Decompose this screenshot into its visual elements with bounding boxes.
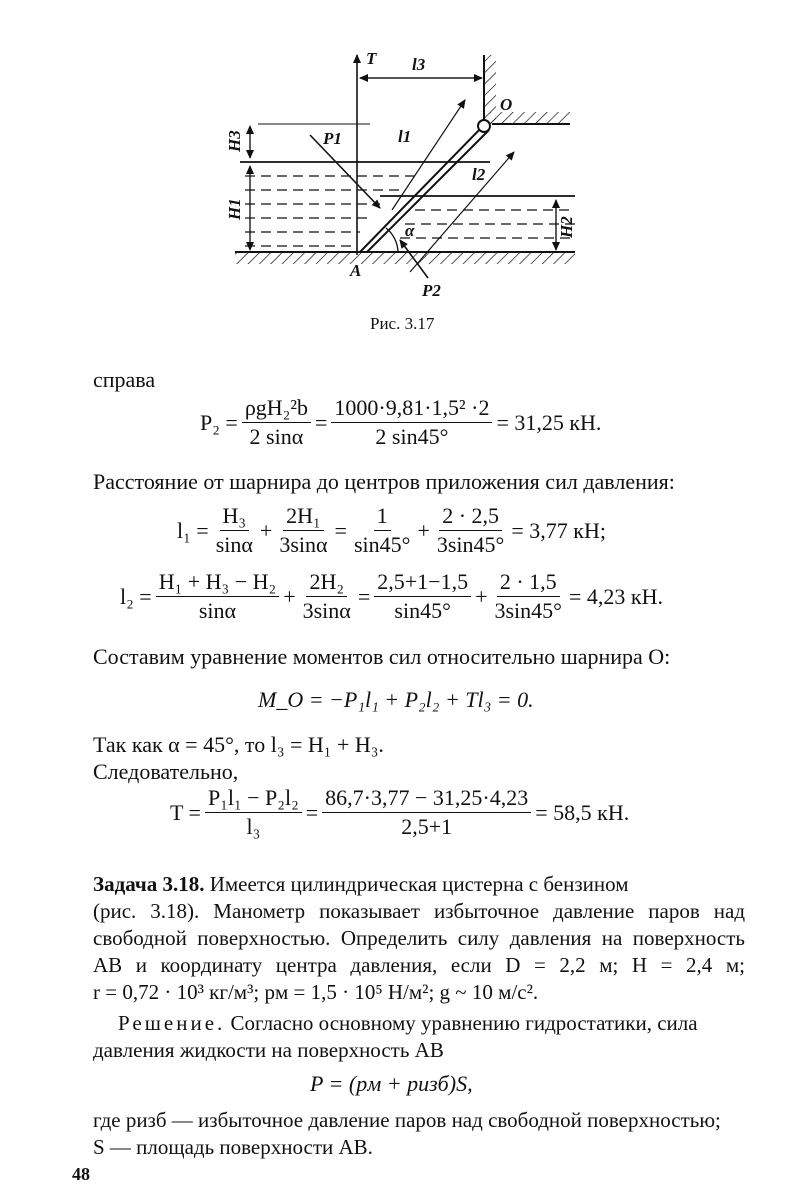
label-A: A (350, 261, 362, 280)
task-3-18-line-5: r = 0,72 · 10³ кг/м³; pм = 1,5 · 10⁵ Н/м²; g ~ 10 м/с². (93, 980, 539, 1004)
eq-l1-b-num: 2H₁ (283, 504, 324, 531)
eq-p2-f2-num: 1000·9,81·1,5² ·2 (331, 396, 492, 423)
solution-word: Решение. (118, 1011, 226, 1035)
eq-p2-f2-den: 2 sin45° (375, 424, 449, 449)
eq-l1-frac-c (351, 504, 413, 557)
eq-l2-d-num: 2 · 1,5 (497, 570, 560, 597)
eq-l1-plus-1: + (259, 517, 273, 543)
label-H1: H1 (225, 198, 244, 220)
text-distance-intro: Расстояние от шарнира до центров приложения сил давления: (93, 469, 675, 494)
label-l2: l2 (472, 165, 486, 184)
eq-l1-d-den: 3sin45° (436, 532, 505, 557)
label-l1: l1 (398, 127, 412, 146)
eq-t-eq: = (305, 799, 319, 825)
figure-caption: Рис. 3.17 (370, 314, 435, 333)
eq-l1-a-den: sinα (215, 532, 253, 557)
eq-l1-lhs: l₁ = (177, 517, 209, 543)
eq-l2-plus-2: + (475, 583, 488, 609)
text-therefore: Следовательно, (93, 759, 239, 784)
eq-l1-eq: = (334, 517, 347, 543)
eq-t-frac-b (322, 786, 531, 839)
eq-p2-f1-num: ρgH₂²b (242, 396, 311, 423)
solution-line-1 (118, 1009, 745, 1037)
text-sprava: справа (93, 367, 156, 392)
eq-l1-frac-d (434, 504, 507, 557)
eq-l2-frac-b (300, 570, 354, 623)
eq-l2-result: = 4,23 кН. (568, 583, 663, 609)
eq-l1-frac-b (276, 504, 330, 557)
label-H2: H2 (557, 216, 576, 238)
eq-p2-result: = 31,25 кН. (496, 409, 602, 435)
label-l3: l3 (412, 55, 426, 74)
eq-l1-plus-2: + (417, 517, 430, 543)
eq-l2-c-num: 2,5+1−1,5 (374, 570, 471, 597)
eq-l1-frac-a (213, 504, 256, 557)
label-O: O (500, 95, 513, 114)
text-since: Так как α = 45°, то l₃ = H₁ + H₃. (93, 732, 384, 757)
task-body-1: Имеется цилиндрическая цистерна с бензином (204, 872, 629, 896)
label-P1: P1 (323, 129, 342, 148)
eq-l1-c-num: 1 (374, 504, 391, 531)
eq-t-frac-a (205, 786, 302, 839)
eq-p2-lhs: P₂ = (200, 409, 238, 435)
label-P2: P2 (422, 281, 441, 300)
page-number: 48 (72, 1164, 90, 1184)
eq-t-b-den: 2,5+1 (401, 814, 453, 839)
equation-p2 (198, 396, 603, 449)
eq-l2-a-num: H₁ + H₃ − H₂ (156, 570, 280, 597)
task-3-18-line-3: свободной поверхностью. Определить силу давления на поверхность (93, 926, 745, 950)
task-3-18-line-2: (рис. 3.18). Манометр показывает избыточное давление паров над (93, 899, 745, 923)
eq-p2-frac1 (242, 396, 311, 449)
eq-l2-b-den: 3sinα (302, 598, 351, 623)
task-title: Задача 3.18. (93, 872, 205, 896)
eq-l2-b-num: 2H₂ (306, 570, 347, 597)
label-alpha: α (405, 221, 415, 240)
task-3-18-line-4: AB и координату центра давления, если D = 2,2 м; H = 2,4 м; (93, 953, 745, 977)
eq-t-lhs: T = (170, 799, 201, 825)
eq-t-a-num: P₁l₁ − P₂l₂ (205, 786, 302, 813)
eq-p2-eq: = (314, 409, 328, 435)
eq-l2-eq: = (357, 583, 371, 609)
eq-t-a-den: l₃ (246, 814, 261, 839)
solution-body-1: Согласно основному уравнению гидростатики, сила (225, 1011, 698, 1035)
label-T: T (366, 49, 377, 68)
eq-l2-frac-a (156, 570, 280, 623)
figure-3-17 (200, 40, 600, 300)
where-line-2: S — площадь поверхности AB. (93, 1135, 373, 1159)
equation-p: P = (pм + pизб)S, (310, 1071, 473, 1096)
eq-l2-a-den: sinα (198, 598, 237, 623)
text-moments-intro: Составим уравнение моментов сил относительно шарнира O: (93, 644, 671, 669)
label-H3: H3 (225, 130, 244, 152)
eq-l2-frac-d (492, 570, 565, 623)
eq-l1-a-num: H₃ (220, 504, 250, 531)
eq-l1-b-den: 3sinα (279, 532, 328, 557)
equation-l2 (118, 570, 665, 623)
eq-l1-result: = 3,77 кН; (511, 517, 606, 543)
eq-l1-d-num: 2 · 2,5 (439, 504, 502, 531)
eq-p2-f1-den: 2 sinα (249, 424, 304, 449)
equation-mo: M_O = −P₁l₁ + P₂l₂ + Tl₃ = 0. (258, 687, 534, 712)
eq-l2-plus-1: + (283, 583, 296, 609)
task-3-18-line-1 (93, 870, 745, 898)
eq-t-b-num: 86,7·3,77 − 31,25·4,23 (322, 786, 531, 813)
solution-line-2: давления жидкости на поверхность AB (93, 1038, 444, 1062)
eq-l1-c-den: sin45° (353, 532, 411, 557)
equation-t (168, 786, 631, 839)
eq-t-result: = 58,5 кН. (535, 799, 630, 825)
eq-l2-c-den: sin45° (394, 598, 451, 623)
equation-l1 (175, 504, 608, 557)
eq-l2-frac-c (374, 570, 471, 623)
eq-p2-frac2 (331, 396, 492, 449)
eq-l2-d-den: 3sin45° (494, 598, 562, 623)
eq-l2-lhs: l₂ = (120, 583, 152, 609)
where-line-1: где pизб — избыточное давление паров над свободной поверхностью; (93, 1108, 721, 1132)
